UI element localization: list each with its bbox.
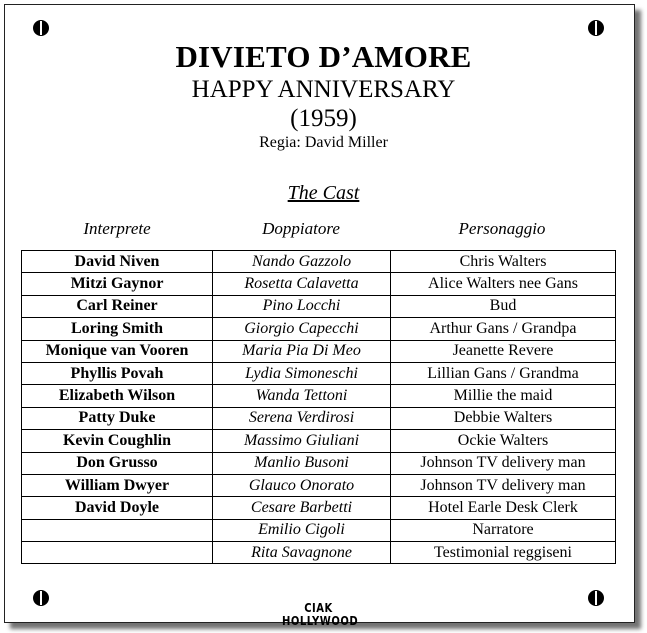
- dubber-cell: Pino Locchi: [213, 295, 391, 317]
- table-row: [22, 385, 616, 407]
- character-cell: Ockie Walters: [391, 430, 616, 452]
- table-row: [22, 295, 616, 317]
- screw-icon: [33, 20, 49, 36]
- character-cell: Jeanette Revere: [391, 340, 616, 362]
- character-cell: Narratore: [391, 519, 616, 541]
- actor-cell: David Doyle: [22, 497, 213, 519]
- dubber-cell: Giorgio Capecchi: [213, 318, 391, 340]
- character-cell: Hotel Earle Desk Clerk: [391, 497, 616, 519]
- actor-cell: [22, 542, 213, 564]
- dubber-cell: Rosetta Calavetta: [213, 273, 391, 295]
- screw-icon: [33, 590, 49, 606]
- cast-table: [21, 250, 616, 564]
- table-row: [22, 407, 616, 429]
- dubber-cell: Lydia Simoneschi: [213, 362, 391, 384]
- actor-cell: Phyllis Povah: [22, 362, 213, 384]
- table-row: [22, 430, 616, 452]
- table-row: [22, 474, 616, 496]
- actor-cell: Carl Reiner: [22, 295, 213, 317]
- table-row: [22, 251, 616, 273]
- dubber-cell: Emilio Cigoli: [213, 519, 391, 541]
- dubber-cell: Cesare Barbetti: [213, 497, 391, 519]
- table-row: [22, 340, 616, 362]
- dubber-cell: Nando Gazzolo: [213, 251, 391, 273]
- release-year: (1959): [290, 105, 357, 132]
- dubber-cell: Serena Verdirosi: [213, 407, 391, 429]
- character-cell: Arthur Gans / Grandpa: [391, 318, 616, 340]
- dubber-cell: Massimo Giuliani: [213, 430, 391, 452]
- character-cell: Millie the maid: [391, 385, 616, 407]
- character-cell: Alice Walters nee Gans: [391, 273, 616, 295]
- column-header-interprete: Interprete: [83, 219, 151, 238]
- screw-icon: [588, 20, 604, 36]
- character-cell: Testimonial reggiseni: [391, 542, 616, 564]
- column-header-doppiatore: Doppiatore: [262, 219, 340, 238]
- actor-cell: [22, 519, 213, 541]
- character-cell: Johnson TV delivery man: [391, 474, 616, 496]
- dubber-cell: Glauco Onorato: [213, 474, 391, 496]
- film-title: DIVIETO D’AMORE: [175, 39, 472, 74]
- table-row: [22, 452, 616, 474]
- character-cell: Johnson TV delivery man: [391, 452, 616, 474]
- ciak-hollywood-logo: CIAK HOLLYWOOD: [282, 602, 359, 629]
- actor-cell: David Niven: [22, 251, 213, 273]
- character-cell: Chris Walters: [391, 251, 616, 273]
- dubber-cell: Maria Pia Di Meo: [213, 340, 391, 362]
- actor-cell: Mitzi Gaynor: [22, 273, 213, 295]
- character-cell: Lillian Gans / Grandma: [391, 362, 616, 384]
- dubber-cell: Rita Savagnone: [213, 542, 391, 564]
- character-cell: Debbie Walters: [391, 407, 616, 429]
- actor-cell: Monique van Vooren: [22, 340, 213, 362]
- table-row: [22, 318, 616, 340]
- actor-cell: William Dwyer: [22, 474, 213, 496]
- table-row: [22, 497, 616, 519]
- actor-cell: Don Grusso: [22, 452, 213, 474]
- character-cell: Bud: [391, 295, 616, 317]
- actor-cell: Loring Smith: [22, 318, 213, 340]
- actor-cell: Kevin Coughlin: [22, 430, 213, 452]
- dubber-cell: Manlio Busoni: [213, 452, 391, 474]
- table-row: [22, 542, 616, 564]
- actor-cell: Patty Duke: [22, 407, 213, 429]
- cast-heading: The Cast: [287, 182, 360, 204]
- column-header-personaggio: Personaggio: [458, 219, 546, 238]
- screw-icon: [588, 590, 604, 606]
- table-row: [22, 273, 616, 295]
- dubber-cell: Wanda Tettoni: [213, 385, 391, 407]
- director-credit: Regia: David Miller: [259, 134, 388, 151]
- original-title: HAPPY ANNIVERSARY: [191, 76, 456, 103]
- table-row: [22, 519, 616, 541]
- actor-cell: Elizabeth Wilson: [22, 385, 213, 407]
- table-row: [22, 362, 616, 384]
